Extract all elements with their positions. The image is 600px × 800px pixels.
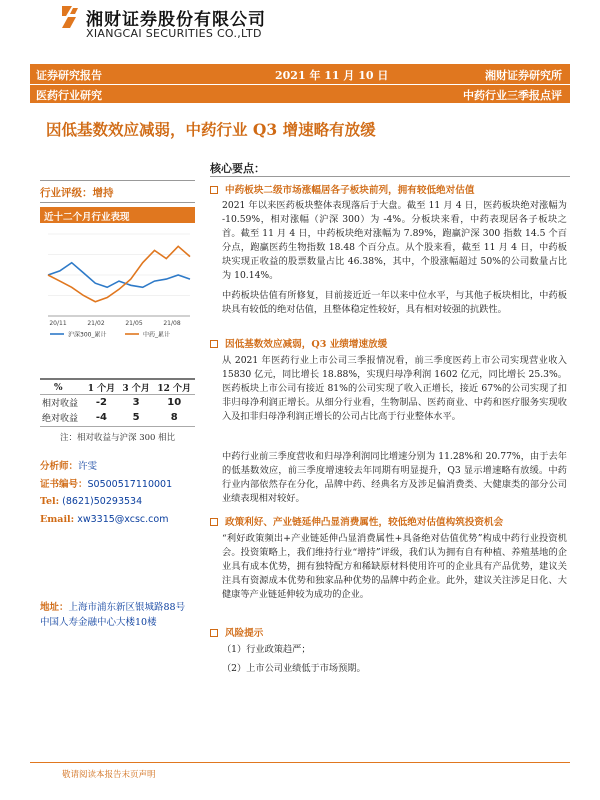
performance-chart xyxy=(40,226,195,346)
core-points-title: 核心要点： xyxy=(210,162,265,175)
analyst-block xyxy=(40,458,172,528)
report-headline: 因低基数效应减弱，中药行业 Q3 增速略有放缓 xyxy=(46,120,376,139)
table-divider xyxy=(40,394,195,395)
chart-grid xyxy=(48,234,190,316)
section-title: 因低基数效应减弱，Q3 业绩增速放缓 xyxy=(225,339,388,350)
analyst-label: 分析师： xyxy=(40,461,79,472)
table-cell: 3 xyxy=(132,397,140,408)
section-title: 中药板块二级市场涨幅居各子板块前列，拥有较低绝对估值 xyxy=(225,185,475,196)
email-link[interactable]: xw3315@xcsc.com xyxy=(77,513,169,525)
institute-name: 湘财证券研究所 xyxy=(485,69,562,82)
core-divider xyxy=(210,176,570,177)
address-label: 地址： xyxy=(40,602,69,613)
table-header: % xyxy=(54,382,63,393)
analyst-name: 许雯 xyxy=(78,461,98,472)
paragraph: 2021 年以来医药板块整体表现落后于大盘。截至 11 月 4 日，医药板块绝对涨幅为 -10.59%，相对涨幅（沪深 300）为 -4%。分板块来看，中药表现居各子板块之首。截至 11 月 4 日，中药板块绝对涨幅为 7.89%，跑赢沪深 300 指数 14.5 个百分点，跑赢医药生物指数 18.48 个百分点。从个股来看，截至 11 月 4 日，中药板块实现正收益的股票数量占比 46.38%，其中，个股涨幅超过 50%的公司数量占比为 10.14%。 xyxy=(222,200,567,281)
industry-name: 医药行业研究 xyxy=(36,89,102,102)
table-cell: -4 xyxy=(95,412,108,423)
cert-label: 证书编号： xyxy=(40,478,88,490)
table-header: 12 个月 xyxy=(157,384,192,394)
paragraph: 中药板块估值有所修复，目前接近近一年以来中位水平，与其他子板块相比，中药板块具有较低的绝对估值，且整体稳定性较好，具有相对较强的抗跌性。 xyxy=(222,290,567,315)
address-line: 中国人寿金融中心大楼10楼 xyxy=(40,617,157,628)
chart-legend xyxy=(50,331,170,339)
company-en-name: XIANGCAI SECURITIES CO.,LTD xyxy=(86,27,262,40)
email-label: Email: xyxy=(40,513,75,525)
table-cell: 10 xyxy=(167,397,182,408)
company-cn-name: 湘财证券股份有限公司 xyxy=(86,10,266,30)
report-banner xyxy=(30,64,570,84)
industry-rating: 行业评级：增持 xyxy=(40,187,114,199)
section-heading xyxy=(210,625,263,639)
table-bottom-rule xyxy=(40,426,195,427)
tel-label: Tel: xyxy=(40,496,60,507)
section-heading xyxy=(210,514,503,528)
section-heading xyxy=(210,336,387,350)
footer-disclaimer: 敬请阅读本报告末页声明 xyxy=(62,770,156,780)
table-header: 3 个月 xyxy=(122,384,150,394)
square-bullet-icon xyxy=(210,340,218,348)
paragraph: “利好政策频出+产业链延伸凸显消费属性+具备绝对估值优势”构成中药行业投资机会。投资策略上，我们维持行业“增持”评级，我们认为拥有自有种植、养殖基地的企业具有成本优势，拥有独特配方和稀缺原材料使用许可的企业具有产品优势，建议关注具有资源成本优势和独家品种优势的品牌中药企业。此外，建议关注涉足日化、大健康等产业链延伸较为成功的企业。 xyxy=(222,533,567,600)
table-cell: -2 xyxy=(95,397,108,408)
row-label: 相对收益 xyxy=(42,399,79,409)
address-line: 上海市浦东新区银城路88号 xyxy=(68,602,186,613)
sidebar-divider xyxy=(40,180,195,181)
industry-banner xyxy=(30,85,570,103)
table-cell: 8 xyxy=(170,412,178,423)
footer-divider xyxy=(30,762,570,763)
square-bullet-icon xyxy=(210,629,218,637)
paragraph: 从 2021 年医药行业上市公司三季报情况看，前三季度医药上市公司实现营业收入 15830 亿元，同比增长 18.88%，实现归母净利润 1602 亿元，同比增长 25.3%。医药板块上市公司有接近 81%的公司实现了收入正增长，接近 67%的公司实现了扣非归母净利润正增长。从细分行业看，生物制品、医药商业、中药和医疗服务实现收入及扣非归母净利润正增长的公司占比高于行业整体水平。 xyxy=(222,355,567,422)
x-tick-label: 21/05 xyxy=(125,320,143,327)
x-tick-label: 21/08 xyxy=(163,320,181,327)
chart-x-ticks xyxy=(49,320,180,327)
legend-label: 沪深300_累计 xyxy=(68,331,107,339)
paragraph: （1）行业政策趋严； xyxy=(222,644,311,655)
table-header-row xyxy=(40,380,195,395)
x-tick-label: 20/11 xyxy=(49,320,67,327)
tel-value: (8621)50293534 xyxy=(62,496,143,507)
table-note: 注：相对收益与沪深 300 相比 xyxy=(60,433,176,443)
cert-value: S0500517110001 xyxy=(87,478,173,490)
address-block xyxy=(40,600,185,630)
performance-table xyxy=(40,380,195,425)
square-bullet-icon xyxy=(210,186,218,194)
section-title: 政策利好、产业链延伸凸显消费属性，较低绝对估值构筑投资机会 xyxy=(225,517,504,528)
table-row xyxy=(40,410,195,425)
paragraph: （2）上市公司业绩低于市场预期。 xyxy=(222,663,366,674)
performance-title: 近十二个月行业表现 xyxy=(40,207,195,223)
square-bullet-icon xyxy=(210,518,218,526)
company-logo-icon xyxy=(58,4,80,30)
report-date: 2021 年 11 月 10 日 xyxy=(275,69,389,82)
paragraph: 中药行业前三季度营收和归母净利润同比增速分别为 11.28%和 20.77%，由于去年的低基数效应，前三季度增速较去年同期有明显提升，Q3 显示增速略有放缓。中药行业内部依然存在分化，品牌中药、经典名方及涉足偏消费类、大健康类的部分公司业绩表现相对较好。 xyxy=(222,451,567,504)
table-cell: 5 xyxy=(132,412,140,423)
report-subtype: 中药行业三季报点评 xyxy=(463,89,562,102)
table-row xyxy=(40,395,195,410)
table-header: 1 个月 xyxy=(87,384,116,394)
sidebar-divider xyxy=(40,202,195,203)
report-type: 证券研究报告 xyxy=(36,69,102,82)
row-label: 绝对收益 xyxy=(42,414,79,424)
section-heading xyxy=(210,182,474,196)
x-tick-label: 21/02 xyxy=(87,320,105,327)
legend-label: 中药_累计 xyxy=(143,331,171,339)
section-title: 风险提示 xyxy=(225,628,264,639)
